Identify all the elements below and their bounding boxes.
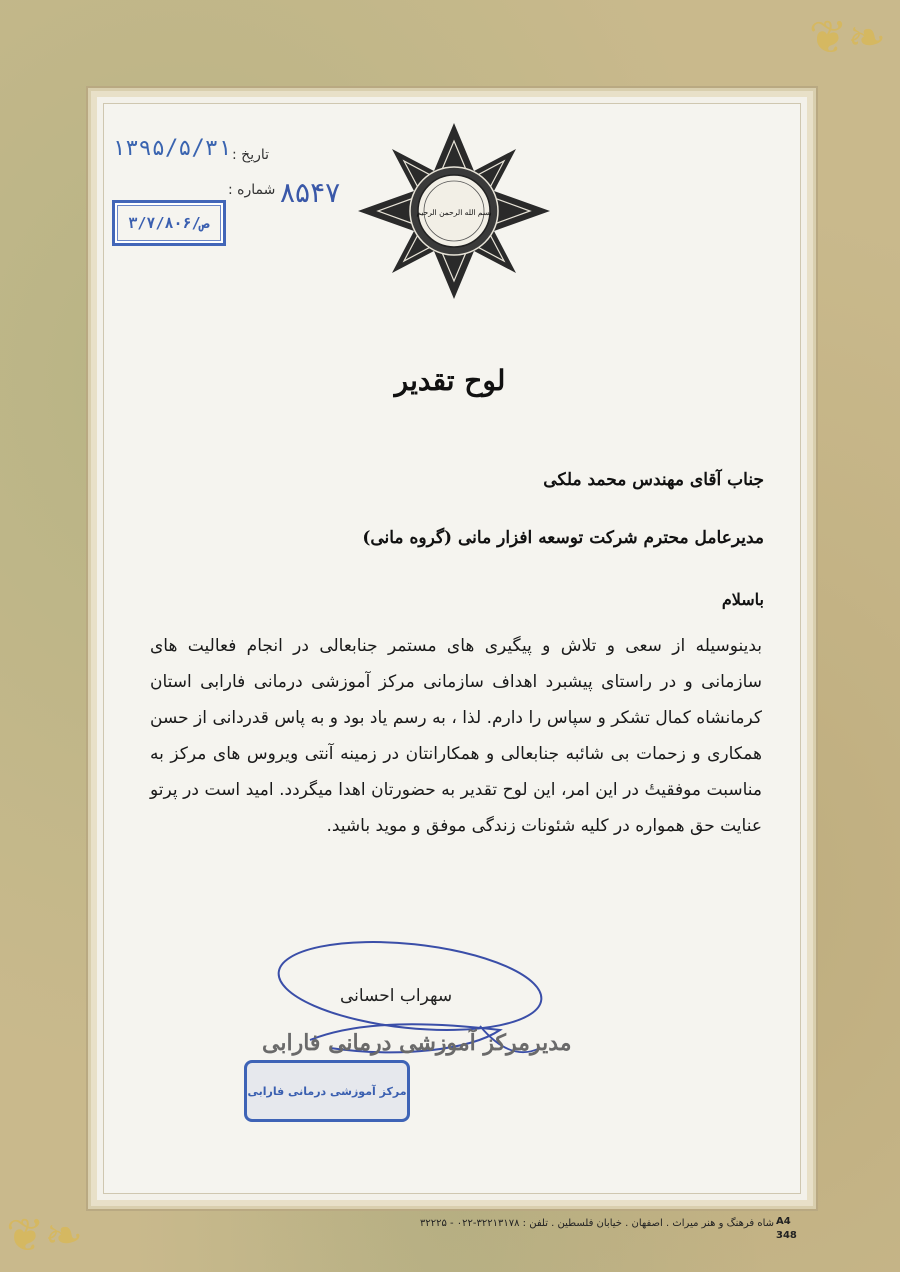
signer-name: سهراب احسانی xyxy=(340,986,453,1006)
addressee-position: مدیرعامل محترم شرکت توسعه افزار مانی (گروه مانی) xyxy=(362,528,764,548)
footer-imprint: شاه فرهنگ و هنر میراث . اصفهان . خیابان فلسطین . تلفن : ۳۲۲۱۳۱۷۸-۰۲۲ - ۳۲۲۲۵ xyxy=(419,1218,774,1229)
rosette-inscription: بسم الله الرحمن الرحیم xyxy=(416,208,492,217)
paper-size: A4 xyxy=(776,1216,791,1227)
addressee-line: جناب آقای مهندس محمد ملکی xyxy=(543,470,764,490)
letter-body: بدینوسیله از سعی و تلاش و پیگیری های مستمر جنابعالی در انجام فعالیت های سازمانی و در راستای پیشبرد اهداف سازمانی مرکز آموزشی درمانی فارابی استان کرمانشاه کمال تشکر و سپاس را دارم. لذا ، به رسم یاد بود و به پاس قدردانی از حسن همکاری و زحمات بی شائبه جنابعالی و همکارانتان در زمینه آنتی ویروس های مرکز به مناسبت موفقیتٔ در این امر، این لوح تقدیر به حضورتان اهدا میگردد. امید است در پرتو عنایت حق همواره در کلیه شئونات زندگی موفق و موید باشید. xyxy=(150,636,762,836)
greeting: باسلام xyxy=(721,590,764,609)
certificate-title: لوح تقدیر xyxy=(394,364,506,397)
date-label: تاریخ : xyxy=(232,147,270,163)
reference-number-stamp: ۳/۷/۸۰۶/ص xyxy=(112,200,226,246)
number-value: ۸۵۴۷ xyxy=(280,176,341,209)
corner-floral-ornament: ❦❧ xyxy=(6,1208,84,1262)
page-number: 348 xyxy=(776,1230,797,1241)
corner-floral-ornament: ❦❧ xyxy=(808,10,886,64)
number-label: شماره : xyxy=(228,182,276,198)
bismillah-rosette xyxy=(356,122,552,300)
official-seal: مرکز آموزشی درمانی فارابی xyxy=(244,1060,410,1122)
date-value: ۱۳۹۵/۵/۳۱ xyxy=(112,136,232,161)
signer-title: مدیرمرکز آموزشی درمانی فارابی xyxy=(262,1030,572,1056)
